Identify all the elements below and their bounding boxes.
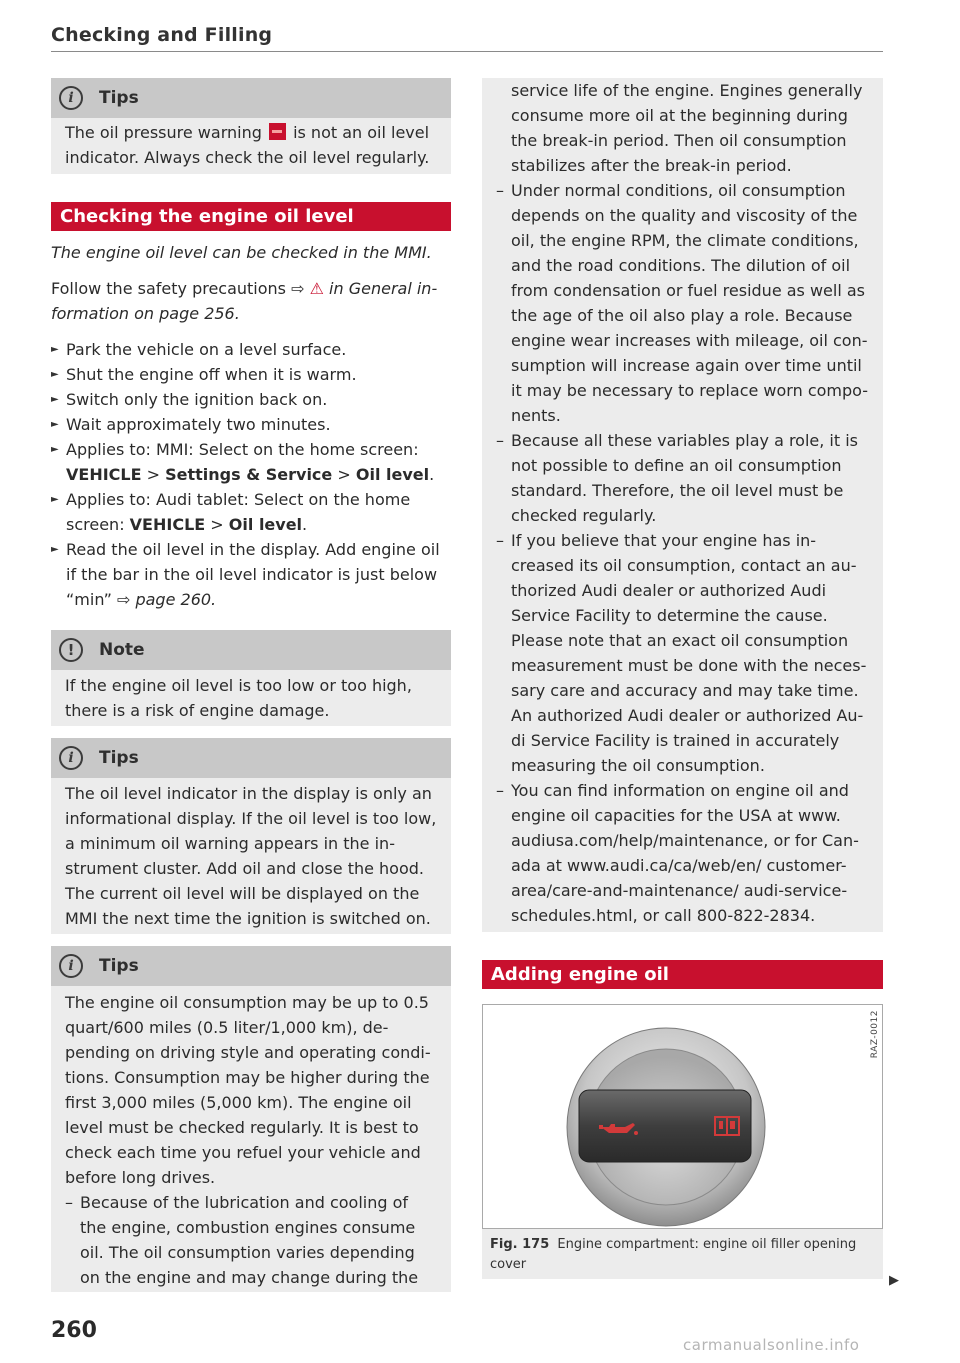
- note-label: Note: [99, 640, 145, 660]
- oil-filler-cap-illustration: [483, 1004, 882, 1228]
- page-header: [51, 24, 883, 52]
- list-item: [51, 437, 451, 487]
- menu-path-item: VEHICLE: [129, 515, 206, 534]
- info-icon: i: [59, 86, 83, 110]
- step-list: [51, 337, 451, 612]
- note-box: [51, 630, 451, 726]
- list-item: [51, 537, 451, 612]
- tips-text: The engine oil consumption may be up to 0.5 quart/600 miles (0.5 liter/1,000 km), de-pending on driving style and operating condi-tions. Consumption may be higher during the first 3,000 miles (5,000 km). The engine oil level must be checked regularly. It is best to check each time you refuel your vehicle and before long drives.: [65, 993, 431, 1187]
- safety-link[interactable]: in General in-formation on page 256.: [51, 279, 438, 323]
- list-item: ► Shut the engine off when it is warm.: [51, 362, 451, 387]
- tips-label: Tips: [99, 748, 139, 768]
- figure-oil-cap: [482, 1004, 883, 1229]
- path-separator: >: [146, 465, 161, 484]
- section-intro: The engine oil level can be checked in the MMI.: [51, 243, 432, 262]
- path-separator: >: [337, 465, 351, 484]
- tips-body: [51, 118, 451, 174]
- tips-text: The oil pressure warning: [65, 123, 262, 142]
- tips-dash-list: [496, 178, 869, 928]
- oil-pressure-warning-icon: [269, 123, 286, 140]
- list-item: – Under normal conditions, oil consumption depends on the quality and viscosity of the oil, the engine RPM, the climate conditions, and the road conditions. The dilution of oil from condensation or fuel residue as well as the age of the oil also play a role. Because engine wear increases with mileage, oil con-sumption will increase again over time until it may be necessary to replace worn compo-nents.: [496, 178, 869, 428]
- list-item: – Because of the lubrication and cooling of the engine, combustion engines consume oil. The oil consumption varies depending on the engine and may change during the: [65, 1190, 437, 1290]
- list-item: – If you believe that your engine has in-creased its oil consumption, contact an au-thorized Audi dealer or authorized Audi Service Facility to determine the cause. Please note that an exact oil consumption measurement must be done with the neces-sary care and accuracy and may take time. An authorized Audi dealer or authorized Au-di Service Facility is trained in accurately measuring the oil consumption.: [496, 528, 869, 778]
- menu-path-item: Oil level: [355, 465, 430, 484]
- step-text: Applies to: MMI: Select on the home screen:: [66, 440, 419, 459]
- menu-path-item: Settings & Service: [165, 465, 333, 484]
- continue-arrow-icon: ▶: [889, 1273, 899, 1288]
- figure-label: Fig. 175: [490, 1237, 550, 1252]
- tips-box-2: [51, 738, 451, 934]
- menu-path-item: Oil level: [228, 515, 303, 534]
- note-body: If the engine oil level is too low or too high, there is a risk of engine damage.: [65, 676, 412, 720]
- tips-continuation-box: [482, 78, 883, 932]
- step-text: Applies to: Audi tablet: Select on the home screen:: [66, 490, 411, 534]
- safety-prefix: Follow the safety precautions ⇨: [51, 279, 305, 298]
- list-item: – Because all these variables play a role, it is not possible to define an oil consumption standard. Therefore, the oil level must be checked regularly.: [496, 428, 869, 528]
- exclamation-icon: !: [59, 638, 83, 662]
- tips-text: is not an oil level indicator. Always check the oil level regularly.: [65, 123, 430, 167]
- page-number: 260: [51, 1318, 97, 1343]
- warning-triangle-icon: ⚠: [309, 279, 324, 298]
- menu-path-item: VEHICLE: [66, 465, 142, 484]
- right-column: [482, 78, 883, 1279]
- tips-label: Tips: [99, 88, 139, 108]
- cap-handle: [579, 1090, 751, 1162]
- path-separator: >: [210, 515, 224, 534]
- tips-label: Tips: [99, 956, 139, 976]
- section-heading: Adding engine oil: [482, 960, 883, 989]
- step-text: Read the oil level in the display. Add engine oil if the bar in the oil level indicator is just below “min” ⇨: [66, 540, 440, 609]
- page-link[interactable]: page 260.: [135, 590, 217, 609]
- tips-body: [51, 986, 451, 1292]
- list-item: [51, 487, 451, 537]
- list-item: – You can find information on engine oil and engine oil capacities for the USA at www. audiusa.com/help/maintenance, or for Can-ada at www.audi.ca/ca/web/en/ customer-area/care-and-maintenance/ audi-service-schedules.html, or call 800-822-2834.: [496, 778, 869, 928]
- tips-header: [51, 738, 451, 778]
- section-heading: Checking the engine oil level: [51, 202, 451, 231]
- watermark: carmanualsonline.info: [683, 1336, 860, 1354]
- continued-text: service life of the engine. Engines generally consume more oil at the beginning during the break-in period. Then oil consumption stabilizes after the break-in period.: [511, 81, 863, 175]
- figure-code: RAZ-0012: [870, 1010, 880, 1059]
- left-column: [51, 78, 451, 1292]
- list-item: ► Wait approximately two minutes.: [51, 412, 451, 437]
- tips-dash-list: [65, 1190, 437, 1290]
- figure-caption-text: Engine compartment: engine oil filler opening cover: [490, 1237, 857, 1272]
- note-header: [51, 630, 451, 670]
- figure-caption: [482, 1229, 883, 1279]
- step-end: .: [302, 515, 308, 534]
- info-icon: i: [59, 746, 83, 770]
- list-item: ► Switch only the ignition back on.: [51, 387, 451, 412]
- step-end: .: [429, 465, 435, 484]
- chapter-title: Checking and Filling: [51, 24, 273, 46]
- tips-header: [51, 78, 451, 118]
- safety-reference: [51, 276, 451, 326]
- info-icon: i: [59, 954, 83, 978]
- tips-header: [51, 946, 451, 986]
- tips-body: The oil level indicator in the display is only an informational display. If the oil level is too low, a minimum oil warning appears in the in-strument cluster. Add oil and close the hood. The current oil level will be displayed on the MMI the next time the ignition is switched on.: [65, 784, 437, 928]
- list-item: ► Park the vehicle on a level surface.: [51, 337, 451, 362]
- tips-box-3: [51, 946, 451, 1292]
- tips-box-1: [51, 78, 451, 174]
